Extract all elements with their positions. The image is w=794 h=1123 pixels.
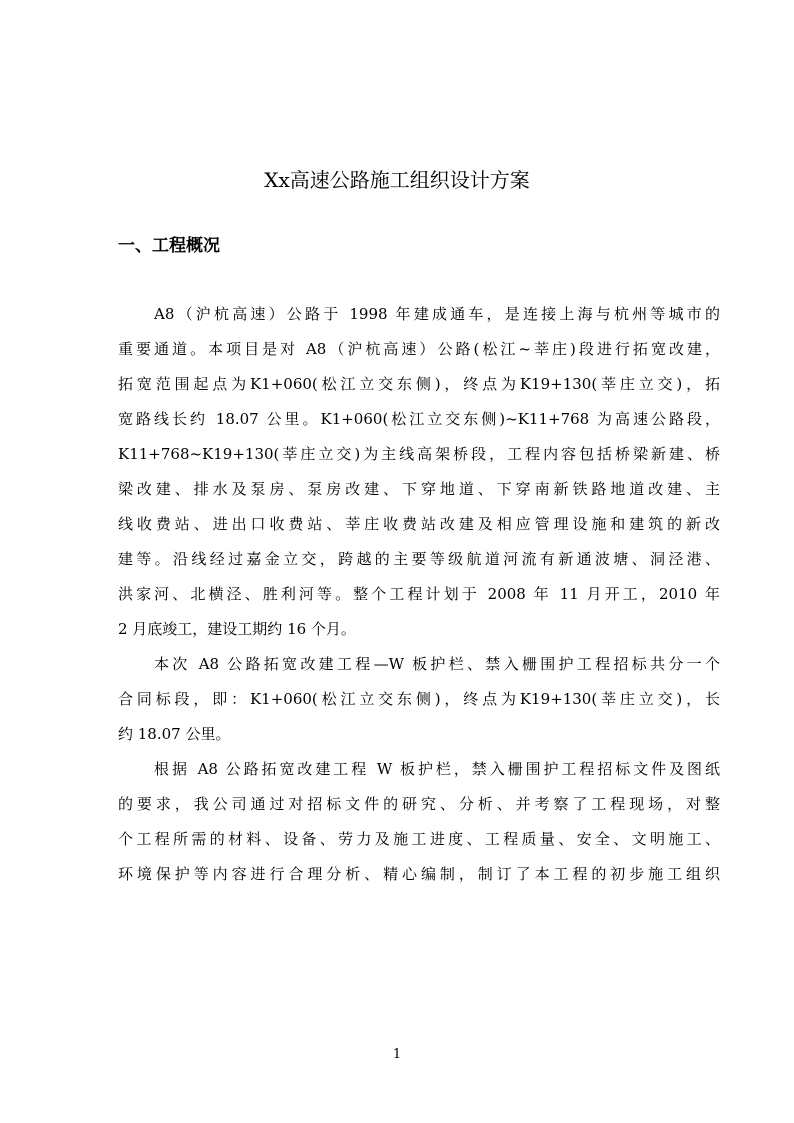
paragraph <box>118 752 720 892</box>
paragraph <box>118 297 720 647</box>
page-number: 1 <box>392 1047 402 1062</box>
text-line: 根据 A8 公路拓宽改建工程 W 板护栏，禁入栅围护工程招标文件及图纸 <box>154 760 720 778</box>
text-line: 约 18.07 公里。 <box>118 725 231 743</box>
text-line: 线收费站、进出口收费站、莘庄收费站改建及相应管理设施和建筑的新改 <box>118 515 720 533</box>
text-line: 环境保护等内容进行合理分析、精心编制，制订了本工程的初步施工组织 <box>118 865 720 883</box>
text-line: 个工程所需的材料、设备、劳力及施工进度、工程质量、安全、文明施工、 <box>118 830 720 848</box>
text-line: 合同标段，即：K1+060(松江立交东侧)，终点为K19+130(莘庄立交)，长 <box>118 690 720 708</box>
text-line: A8（沪杭高速）公路于 1998 年建成通车，是连接上海与杭州等城市的 <box>154 305 720 323</box>
text-line: 建等。沿线经过嘉金立交，跨越的主要等级航道河流有新通波塘、洞泾港、 <box>118 550 720 568</box>
text-line: 拓宽范围起点为K1+060(松江立交东侧)，终点为K19+130(莘庄立交)，拓 <box>118 375 720 393</box>
paragraph <box>118 647 720 752</box>
text-line: 重要通道。本项目是对 A8（沪杭高速）公路(松江~莘庄)段进行拓宽改建， <box>118 340 720 358</box>
document-title: Xx高速公路施工组织设计方案 <box>264 168 530 192</box>
text-line: 2 月底竣工，建设工期约 16 个月。 <box>118 620 356 638</box>
text-line: 洪家河、北横泾、胜利河等。整个工程计划于 2008 年 11 月开工，2010 年 <box>118 585 720 603</box>
text-line: 的要求，我公司通过对招标文件的研究、分析、并考察了工程现场，对整 <box>118 795 720 813</box>
text-line: 梁改建、排水及泵房、泵房改建、下穿地道、下穿南新铁路地道改建、主 <box>118 480 720 498</box>
text-line: 宽路线长约 18.07 公里。K1+060(松江立交东侧)~K11+768 为高速公路段， <box>118 410 720 428</box>
text-line: K11+768~K19+130(莘庄立交)为主线高架桥段，工程内容包括桥梁新建、桥 <box>118 445 720 463</box>
body-text <box>118 297 720 892</box>
text-line: 本次 A8 公路拓宽改建工程—W 板护栏、禁入栅围护工程招标共分一个 <box>154 655 720 673</box>
section-heading: 一、工程概况 <box>118 236 220 256</box>
